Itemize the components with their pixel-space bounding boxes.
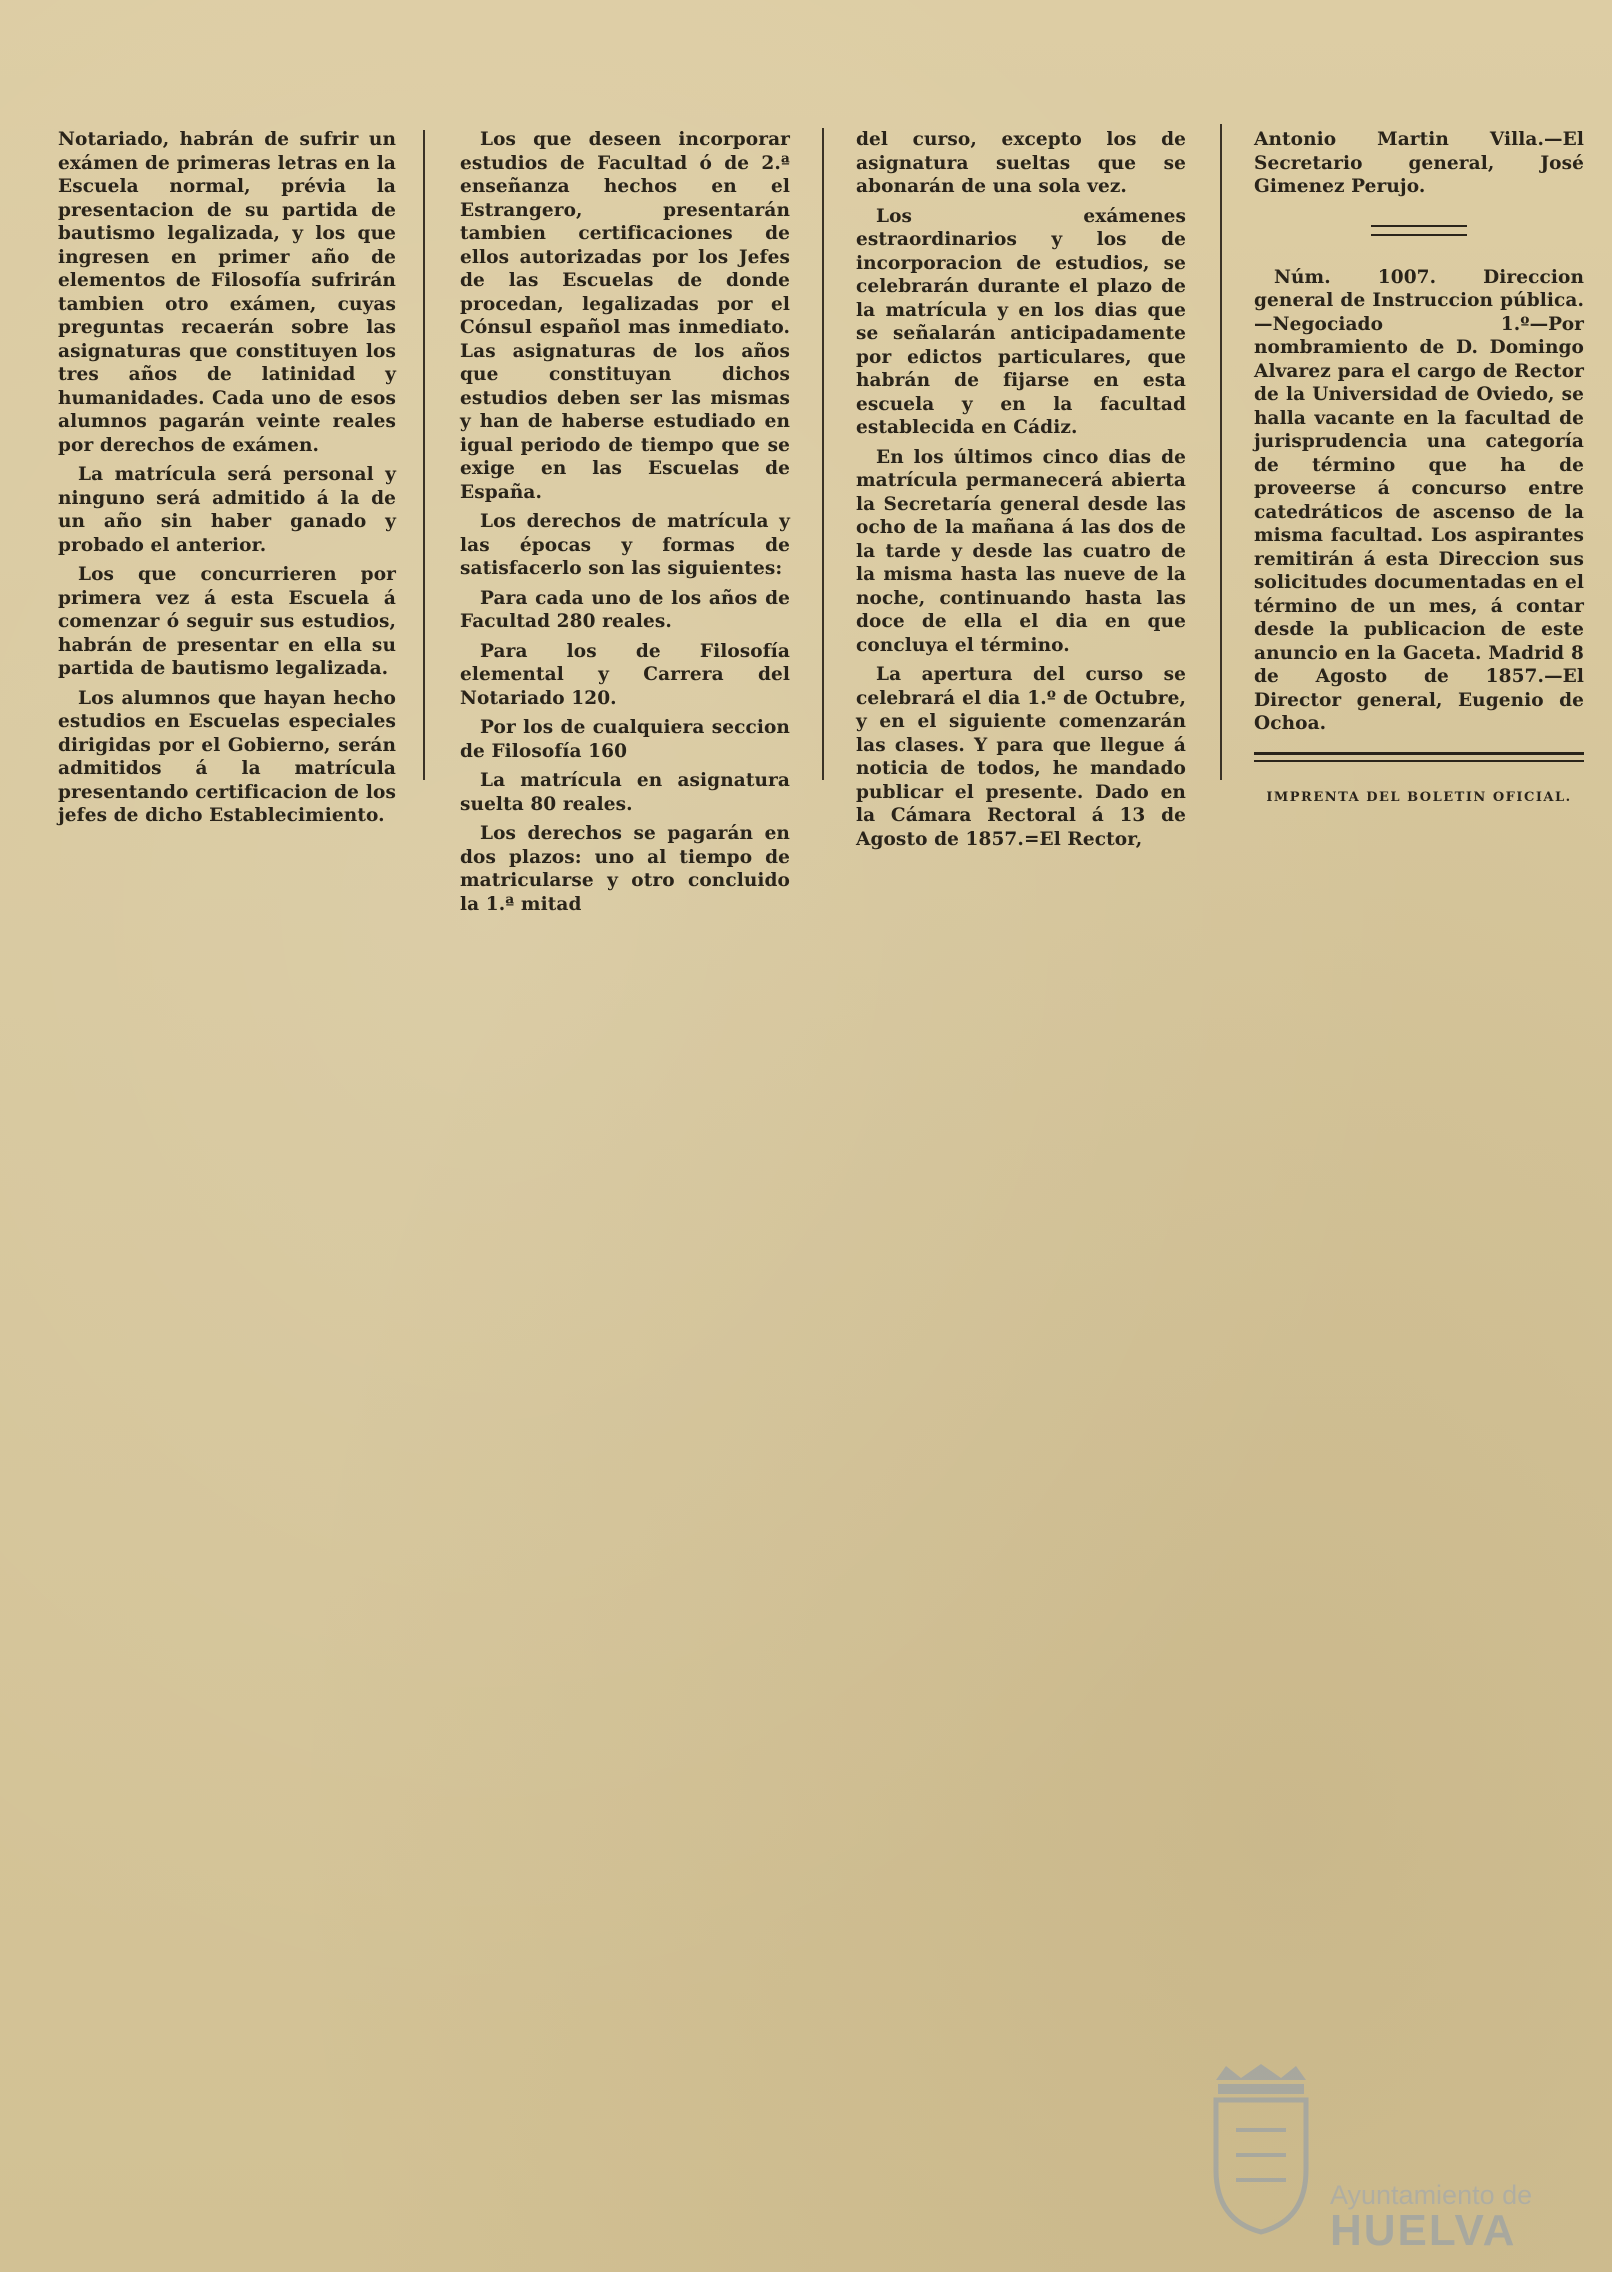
paragraph: La matrícula será personal y ninguno será admitido á la de un año sin haber ganado y probado el anterior.	[58, 464, 396, 556]
paragraph: Los alumnos que hayan hecho estudios en Escuelas especiales dirigidas por el Gobierno, serán admitidos á la matrícula presentando certificacion de los jefes de dicho Establecimiento.	[58, 687, 396, 826]
text-column-1	[58, 128, 396, 834]
paragraph: Para los de Filosofía elemental y Carrera del Notariado 120.	[460, 640, 790, 709]
printer-imprint: IMPRENTA DEL BOLETIN OFICIAL.	[1266, 789, 1572, 805]
watermark-line-2: HUELVA	[1330, 2206, 1517, 2255]
paragraph: del curso, excepto los de asignatura sueltas que se abonarán de una sola vez.	[856, 129, 1186, 197]
paragraph: Los que deseen incorporar estudios de Facultad ó de 2.ª enseñanza hechos en el Estrangero, presentarán tambien certificaciones de ellos autorizadas por los Jefes de las Escuelas de donde procedan, legalizadas por el Cónsul español mas inmediato. Las asignaturas de los años que constituyan dichos estudios deben ser las mismas y han de haberse estudiado en igual periodo de tiempo que se exige en las Escuelas de España.	[460, 129, 790, 503]
column-divider	[822, 128, 824, 780]
paragraph: Para cada uno de los años de Facultad 280 reales.	[460, 587, 790, 632]
text-column-4	[1254, 128, 1584, 809]
watermark-line-1: Ayuntamiento de	[1330, 2180, 1533, 2210]
section-separator	[1371, 225, 1467, 236]
paragraph: Por los de cualquiera seccion de Filosofía 160	[460, 717, 790, 762]
paragraph: La apertura del curso se celebrará el dia 1.º de Octubre, y en el siguiente comenzarán las clases. Y para que llegue á noticia de todos, he mandado publicar el presente. Dado en la Cámara Rectoral á 13 de Agosto de 1857.=El Rector,	[856, 664, 1186, 850]
coat-of-arms-icon	[1196, 2060, 1326, 2240]
signature-line: Antonio Martin Villa.—El Secretario general, José Gimenez Perujo.	[1254, 129, 1584, 197]
text-column-2	[460, 128, 790, 922]
huelva-watermark	[1196, 2060, 1536, 2255]
paragraph: Notariado, habrán de sufrir un exámen de primeras letras en la Escuela normal, prévia la presentacion de su partida de bautismo legalizada, y los que ingresen en primer año de elementos de Filosofía sufrirán tambien otro exámen, cuyas preguntas recaerán sobre las asignaturas que constituyen los tres años de latinidad y humanidades. Cada uno de esos alumnos pagarán veinte reales por derechos de exámen.	[58, 129, 396, 456]
end-rule	[1254, 752, 1584, 762]
notice-paragraph: Núm. 1007. Direccion general de Instruccion pública.—Negociado 1.º—Por nombramiento de D. Domingo Alvarez para el cargo de Rector de la Universidad de Oviedo, se halla vacante en la facultad de jurisprudencia una categoría de término que ha de proveerse á concurso entre catedráticos de ascenso de la misma facultad. Los aspirantes remitirán á esta Direccion sus solicitudes documentadas en el término de un mes, á contar desde la publicacion de este anuncio en la Gaceta. Madrid 8 de Agosto de 1857.—El Director general, Eugenio de Ochoa.	[1254, 266, 1584, 734]
paragraph: Los que concurrieren por primera vez á esta Escuela á comenzar ó seguir sus estudios, habrán de presentar en ella su partida de bautismo legalizada.	[58, 564, 396, 679]
paragraph: Los derechos se pagarán en dos plazos: uno al tiempo de matricularse y otro concluido la 1.ª mitad	[460, 823, 790, 915]
text-column-3	[856, 128, 1186, 857]
paragraph: Los derechos de matrícula y las épocas y formas de satisfacerlo son las siguientes:	[460, 511, 790, 579]
column-divider	[423, 130, 425, 780]
paragraph: En los últimos cinco dias de matrícula permanecerá abierta la Secretaría general desde las ocho de la mañana á las dos de la tarde y desde las cuatro de la misma hasta las nueve de la noche, continuando hasta las doce de ella el dia en que concluya el término.	[856, 446, 1186, 656]
column-divider	[1220, 124, 1222, 780]
paragraph: La matrícula en asignatura suelta 80 reales.	[460, 770, 790, 815]
paragraph: Los exámenes estraordinarios y los de incorporacion de estudios, se celebrarán durante el plazo de la matrícula y en los dias que se señalarán anticipadamente por edictos particulares, que habrán de fijarse en esta escuela y en la facultad establecida en Cádiz.	[856, 205, 1186, 438]
